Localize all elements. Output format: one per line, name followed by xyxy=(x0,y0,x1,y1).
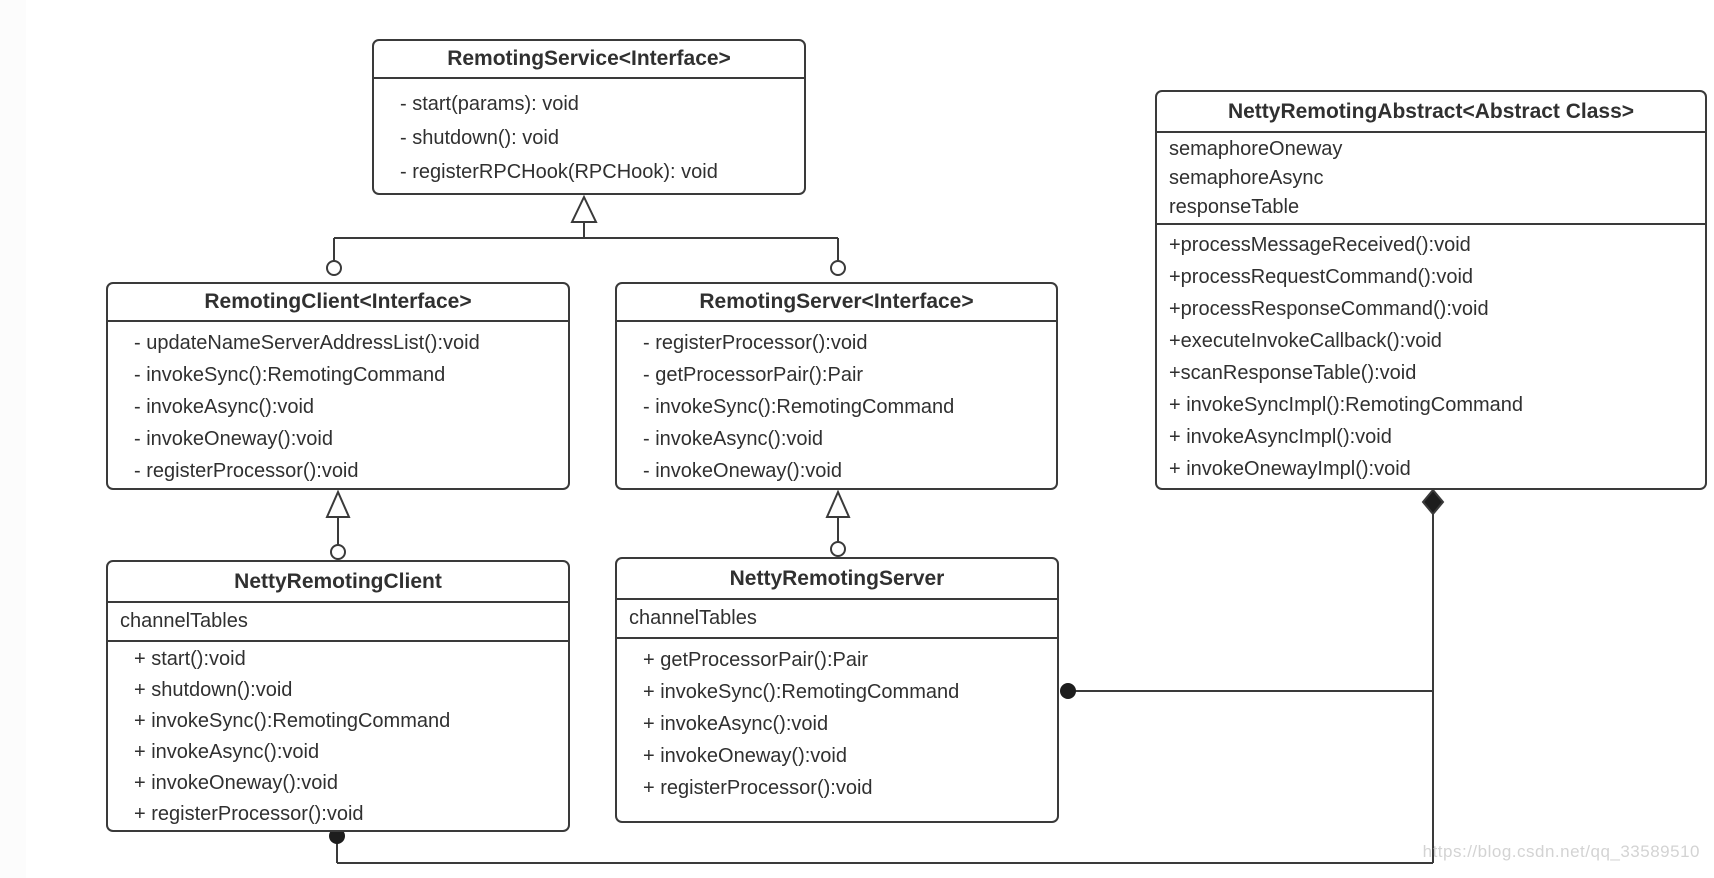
class-method: + shutdown():void xyxy=(134,679,293,701)
class-method: + registerProcessor():void xyxy=(643,777,873,799)
interface-circle-marker xyxy=(331,545,345,559)
hollow-triangle-marker xyxy=(572,197,596,222)
class-method: - registerRPCHook(RPCHook): void xyxy=(400,161,718,183)
class-box-remoting-client xyxy=(106,282,570,490)
realization-connector-netty-server xyxy=(827,492,849,556)
class-method: +executeInvokeCallback():void xyxy=(1169,330,1442,352)
watermark-url: https://blog.csdn.net/qq_33589510 xyxy=(1422,842,1700,861)
class-box-netty-remoting-server xyxy=(615,557,1059,823)
class-method: + invokeOneway():void xyxy=(134,772,338,794)
class-attributes-section xyxy=(1157,133,1705,225)
class-title: NettyRemotingClient xyxy=(108,562,568,603)
class-methods-section xyxy=(108,322,568,487)
realization-connector-netty-client xyxy=(327,492,349,559)
realization-connector-to-remoting-service xyxy=(327,197,845,275)
class-box-remoting-service xyxy=(372,39,806,195)
class-attributes-section xyxy=(108,603,568,642)
composition-diamond-marker xyxy=(1423,490,1443,514)
class-method: - invokeSync():RemotingCommand xyxy=(134,364,446,386)
class-method: + invokeOnewayImpl():void xyxy=(1169,458,1411,480)
class-method: - invokeAsync():void xyxy=(134,396,315,418)
class-method: + getProcessorPair():Pair xyxy=(643,649,869,671)
class-methods-section xyxy=(617,639,1057,804)
class-method: + invokeOneway():void xyxy=(643,745,847,767)
class-method: - updateNameServerAddressList():void xyxy=(134,332,480,354)
class-methods-section xyxy=(1157,225,1705,485)
class-method: + invokeSyncImpl():RemotingCommand xyxy=(1169,394,1524,416)
class-attribute: channelTables xyxy=(120,610,248,632)
class-method: + invokeSync():RemotingCommand xyxy=(643,681,960,703)
member-dot-marker xyxy=(1060,683,1076,699)
class-method: + start():void xyxy=(134,648,246,670)
hollow-triangle-marker xyxy=(327,492,349,517)
class-method: - registerProcessor():void xyxy=(643,332,868,354)
class-method: + invokeAsyncImpl():void xyxy=(1169,426,1392,448)
class-title: NettyRemotingServer xyxy=(617,559,1057,600)
class-attributes-section xyxy=(617,600,1057,639)
class-method: - registerProcessor():void xyxy=(134,460,359,482)
class-method: - invokeOneway():void xyxy=(643,460,842,482)
class-method: - invokeSync():RemotingCommand xyxy=(643,396,955,418)
class-method: + invokeAsync():void xyxy=(134,741,320,763)
class-box-remoting-server xyxy=(615,282,1058,490)
hollow-triangle-marker xyxy=(827,492,849,517)
class-method: - getProcessorPair():Pair xyxy=(643,364,864,386)
class-method: - invokeAsync():void xyxy=(643,428,824,450)
class-attribute: semaphoreAsync xyxy=(1169,167,1324,189)
class-methods-section xyxy=(617,322,1056,487)
class-method: - start(params): void xyxy=(400,93,579,115)
class-box-netty-remoting-client xyxy=(106,560,570,832)
class-method: +processMessageReceived():void xyxy=(1169,234,1471,256)
class-method: + invokeSync():RemotingCommand xyxy=(134,710,451,732)
class-box-netty-remoting-abstract xyxy=(1155,90,1707,490)
class-methods-section xyxy=(374,79,804,189)
class-attribute: responseTable xyxy=(1169,196,1300,218)
class-method: +processRequestCommand():void xyxy=(1169,266,1474,288)
class-method: - invokeOneway():void xyxy=(134,428,333,450)
page-left-margin xyxy=(0,0,26,878)
class-attribute: semaphoreOneway xyxy=(1169,138,1343,160)
class-attribute: channelTables xyxy=(629,607,757,629)
class-method: + invokeAsync():void xyxy=(643,713,829,735)
class-title: NettyRemotingAbstract<Abstract Class> xyxy=(1157,92,1705,133)
class-method: - shutdown(): void xyxy=(400,127,559,149)
class-methods-section xyxy=(108,642,568,830)
class-method: + registerProcessor():void xyxy=(134,803,364,825)
interface-circle-marker xyxy=(327,261,341,275)
class-title: RemotingClient<Interface> xyxy=(108,284,568,322)
class-method: +scanResponseTable():void xyxy=(1169,362,1417,384)
class-title: RemotingServer<Interface> xyxy=(617,284,1056,322)
class-title: RemotingService<Interface> xyxy=(374,41,804,79)
interface-circle-marker xyxy=(831,261,845,275)
class-method: +processResponseCommand():void xyxy=(1169,298,1489,320)
interface-circle-marker xyxy=(831,542,845,556)
